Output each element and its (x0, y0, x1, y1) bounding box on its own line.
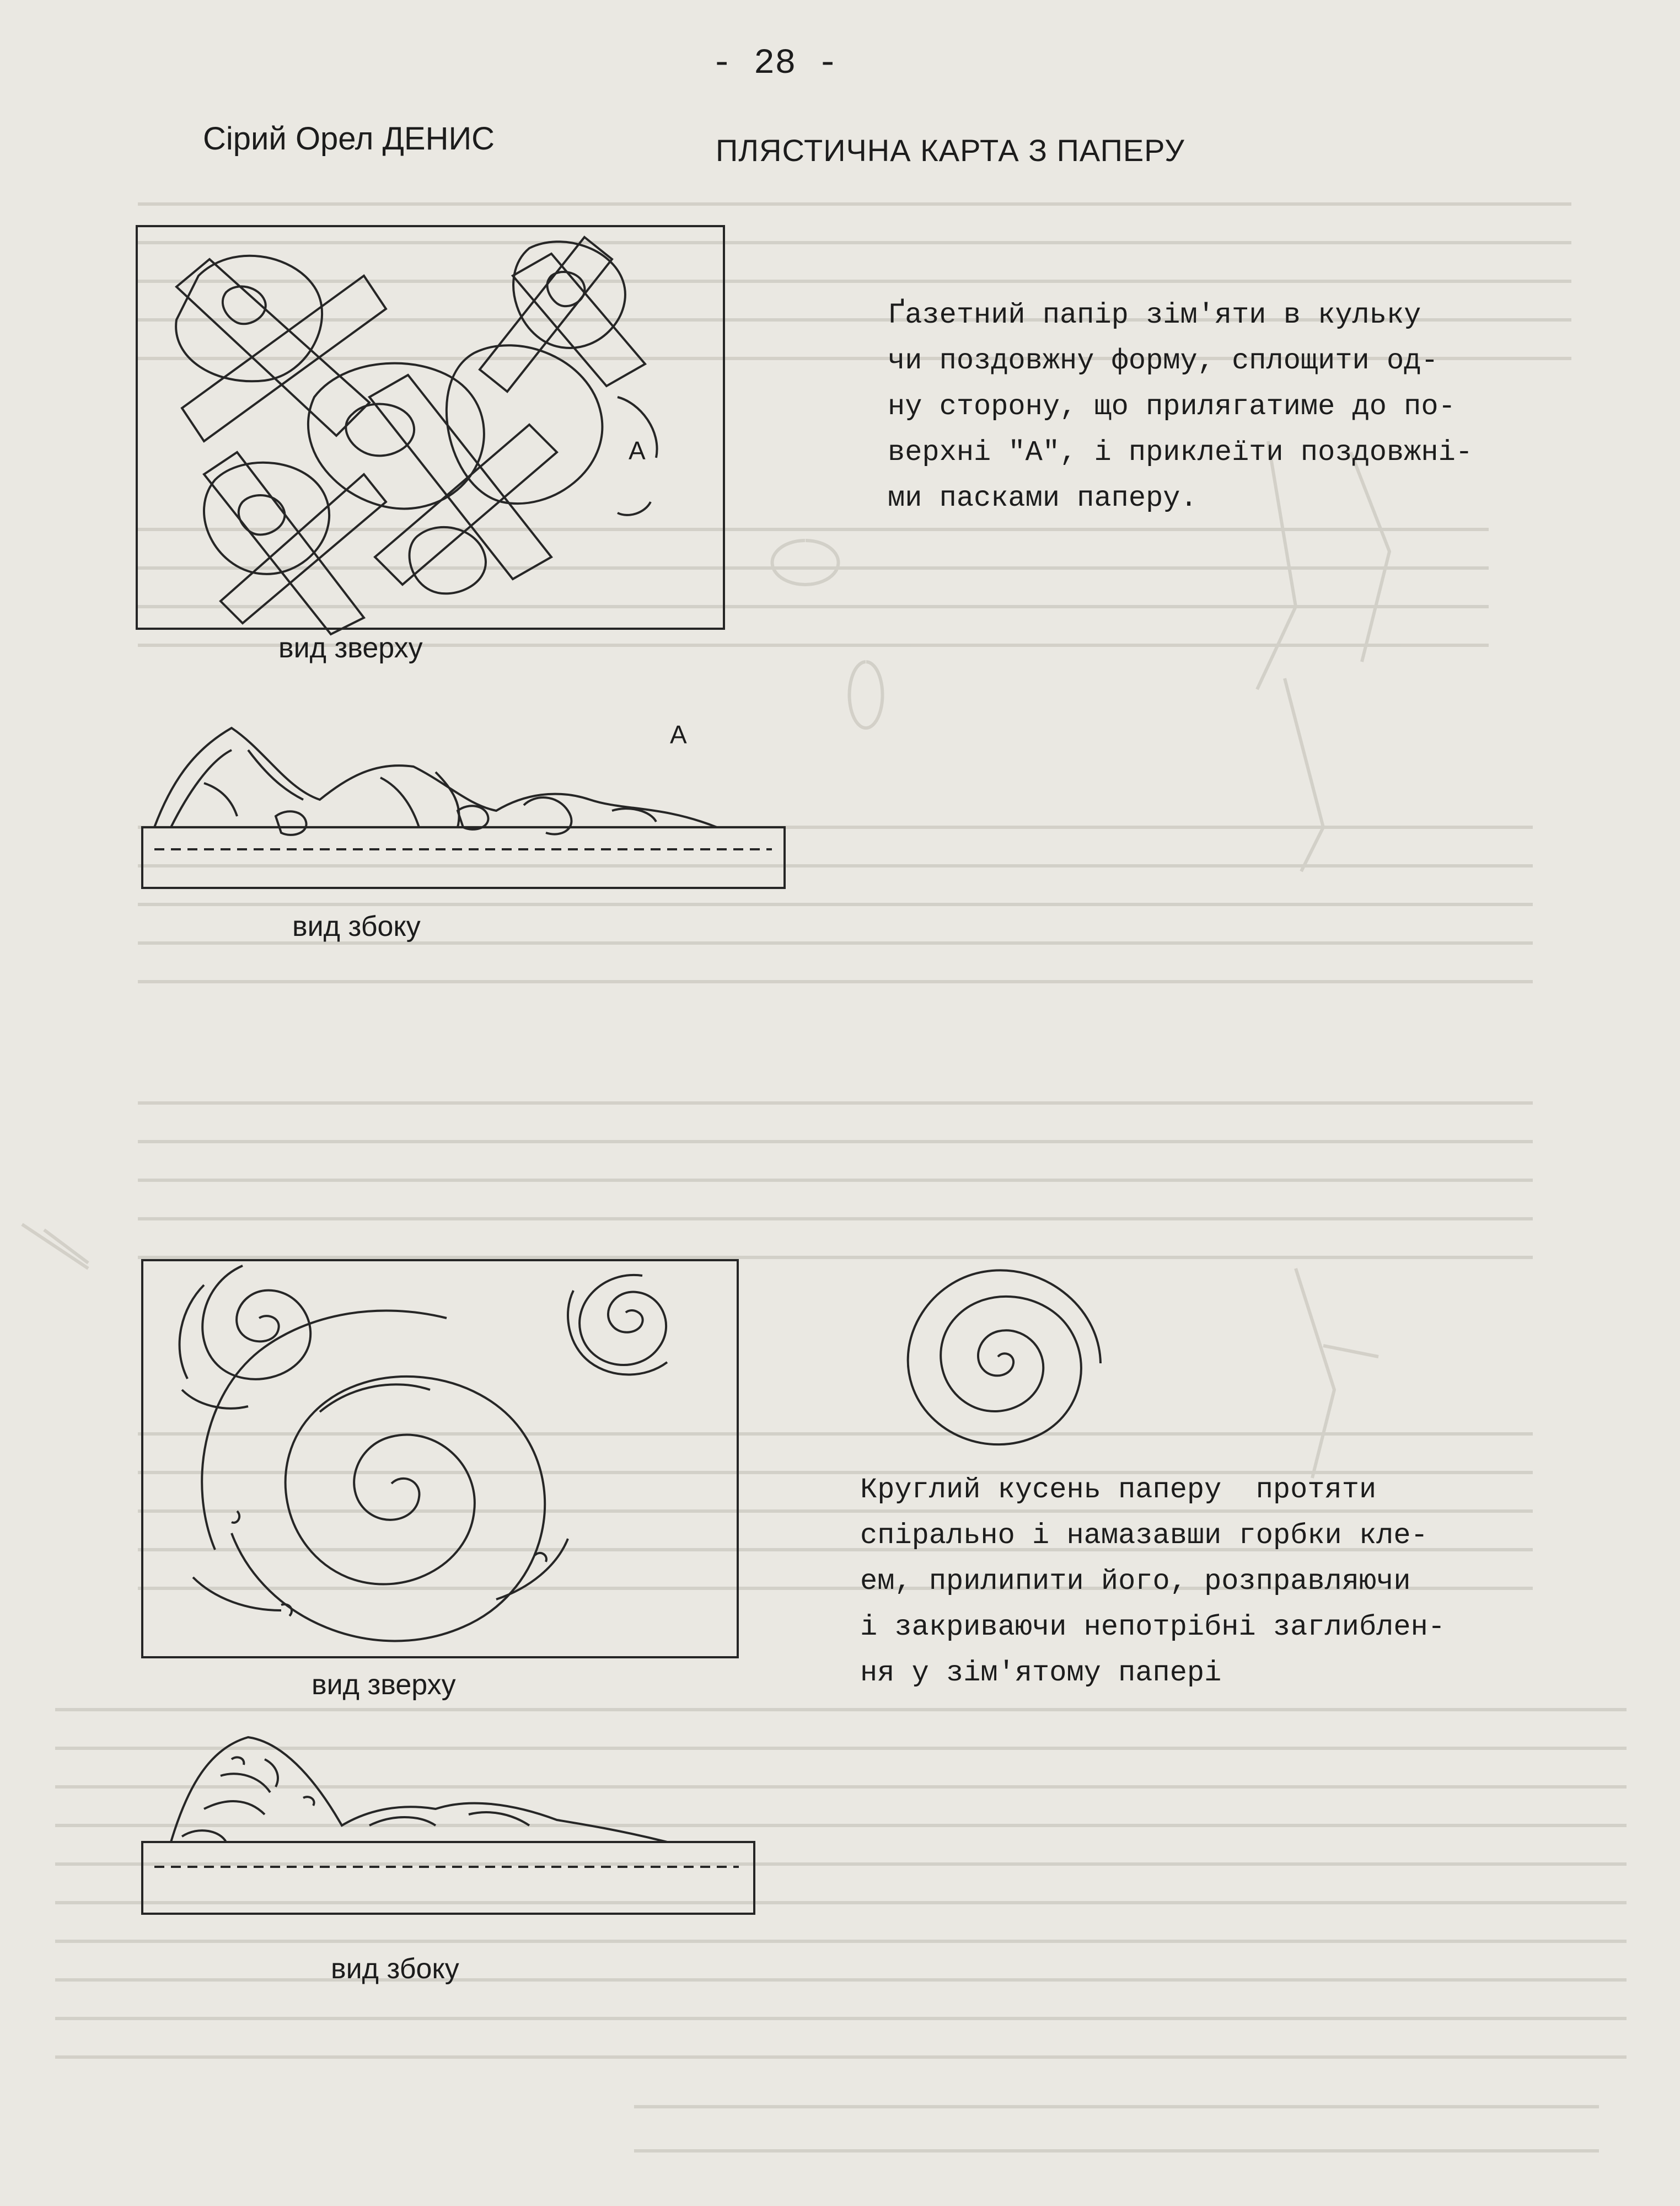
spiral-paper-side-view-sketch (138, 1726, 761, 1925)
instruction-2-line: спірально і намазавши горбки кле- (860, 1519, 1428, 1552)
instruction-1-line: верхні "А", і приклеїти поздовжні- (888, 436, 1473, 469)
instruction-1-line: чи поздовжну форму, сплощити од- (888, 345, 1439, 377)
caption-top-view-2: вид зверху (312, 1669, 456, 1701)
instruction-2-line: ня у зім'ятому папері (860, 1657, 1222, 1689)
instruction-2-line: ем, прилипити його, розправляючи (860, 1565, 1411, 1598)
instruction-paragraph-1 (888, 292, 1473, 521)
instruction-1-line: Ґазетний папір зім'яти в кульку (888, 299, 1421, 331)
page-title: ПЛЯСТИЧНА КАРТА З ПАПЕРУ (716, 133, 1185, 168)
caption-side-view-2: вид збоку (331, 1953, 459, 1985)
caption-top-view-1: вид зверху (278, 632, 423, 664)
caption-side-view-1: вид збоку (292, 911, 421, 943)
instruction-2-line: і закриваючи непотрібні заглиблен- (860, 1611, 1445, 1643)
spiral-paper-top-view-sketch (138, 1246, 744, 1660)
page-number: - 28 - (711, 44, 839, 84)
instruction-1-line: ну сторону, що прилягатиме до по- (888, 390, 1456, 423)
crumpled-paper-side-view-sketch (138, 717, 799, 899)
author-name: Сірий Орел ДЕНИС (203, 121, 495, 157)
instruction-1-line: ми пасками паперу. (888, 482, 1198, 515)
surface-label-a: А (670, 720, 687, 749)
crumpled-paper-top-view-sketch (132, 215, 739, 634)
surface-label-a: А (629, 436, 646, 465)
paper-spiral-sketch (860, 1241, 1136, 1478)
instruction-paragraph-2 (860, 1467, 1445, 1696)
instruction-2-line: Круглий кусень паперу протяти (860, 1474, 1377, 1506)
